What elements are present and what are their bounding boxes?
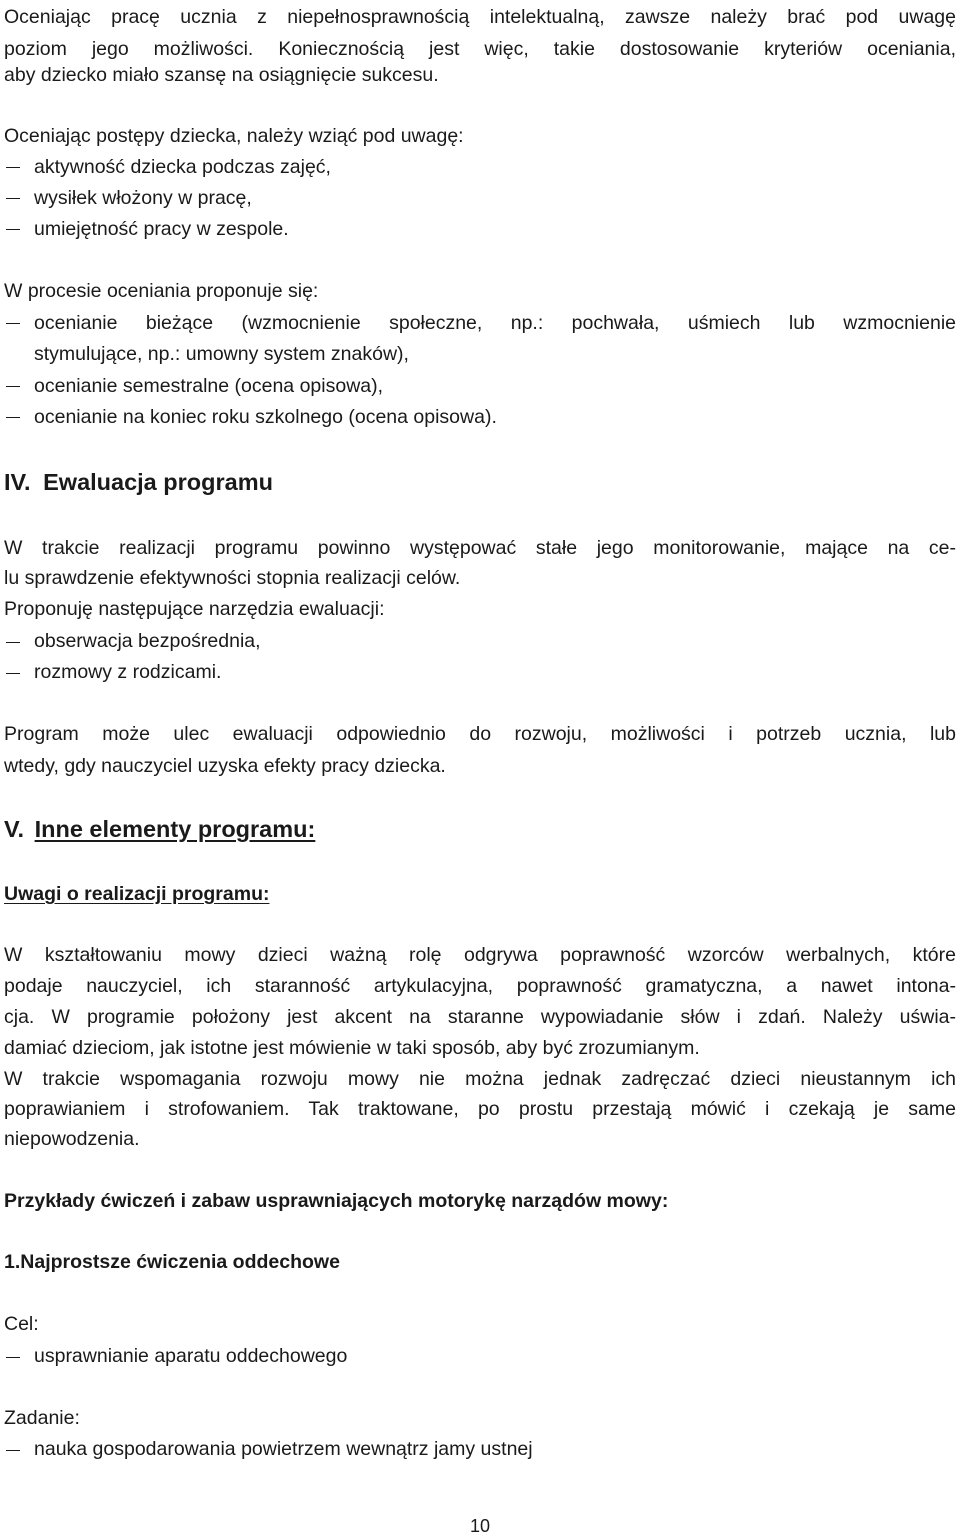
grading-item-3: ocenianie na koniec roku szkolnego (ocena opisowa). xyxy=(34,406,497,428)
dash-bullet xyxy=(6,198,20,199)
evaluation-tools-lead: Proponuję następujące narzędzia ewaluacji: xyxy=(4,598,385,620)
grading-item-1-line-1: ocenianie bieżące (wzmocnienie społeczne, np.: pochwała, uśmiech lub wzmocnienie xyxy=(34,312,956,334)
remarks-heading: Uwagi o realizacji programu: xyxy=(4,883,270,905)
progress-item: wysiłek włożony w pracę, xyxy=(34,187,252,209)
grading-lead: W procesie oceniania proponuje się: xyxy=(4,280,319,302)
evaluation-tool: obserwacja bezpośrednia, xyxy=(34,630,261,652)
dash-bullet xyxy=(6,386,20,387)
section-5-title: Inne elementy programu: xyxy=(34,816,316,842)
progress-lead: Oceniając postępy dziecka, należy wziąć pod uwagę: xyxy=(4,125,464,147)
remarks-p2-line-3: niepowodzenia. xyxy=(4,1128,140,1150)
section-4-number: IV. xyxy=(4,469,31,495)
section-4-p1-line-1: W trakcie realizacji programu powinno występować stałe jego monitorowanie, mające na ce- xyxy=(4,537,956,559)
intro-line-1: Oceniając pracę ucznia z niepełnosprawnością intelektualną, zawsze należy brać pod uwagę xyxy=(4,6,956,28)
remarks-p1-line-1: W kształtowaniu mowy dzieci ważną rolę odgrywa poprawność wzorców werbalnych, które xyxy=(4,944,956,966)
remarks-p2-line-2: poprawianiem i strofowaniem. Tak traktowane, po prostu przestają mówić i czekają je same xyxy=(4,1098,956,1120)
task-label: Zadanie: xyxy=(4,1407,80,1429)
grading-item-1-line-2: stymulujące, np.: umowny system znaków), xyxy=(34,343,409,365)
dash-bullet xyxy=(6,229,20,230)
section-5-heading xyxy=(4,813,315,845)
section-5-number: V. xyxy=(4,816,25,842)
exercise-1-title: 1.Najprostsze ćwiczenia oddechowe xyxy=(4,1251,340,1273)
dash-bullet xyxy=(6,323,20,324)
goal-item: usprawnianie aparatu oddechowego xyxy=(34,1345,348,1367)
dash-bullet xyxy=(6,1357,20,1358)
dash-bullet xyxy=(6,673,20,674)
section-4-p2-line-2: wtedy, gdy nauczyciel uzyska efekty pracy dziecka. xyxy=(4,755,446,777)
intro-line-2: poziom jego możliwości. Koniecznością jest więc, takie dostosowanie kryteriów oceniania, xyxy=(4,38,956,60)
remarks-p2-line-1: W trakcie wspomagania rozwoju mowy nie można jednak zadręczać dzieci nieustannym ich xyxy=(4,1068,956,1090)
grading-item-2: ocenianie semestralne (ocena opisowa), xyxy=(34,375,384,397)
intro-line-3: aby dziecko miało szansę na osiągnięcie sukcesu. xyxy=(4,64,439,86)
section-4-title: Ewaluacja programu xyxy=(43,469,273,495)
dash-bullet xyxy=(6,167,20,168)
dash-bullet xyxy=(6,1450,20,1451)
remarks-p1-line-2: podaje nauczyciel, ich staranność artykulacyjna, poprawność gramatyczna, a nawet intona- xyxy=(4,975,956,997)
remarks-p1-line-4: damiać dzieciom, jak istotne jest mówienie w taki sposób, aby być zrozumianym. xyxy=(4,1037,700,1059)
section-4-p1-line-2: lu sprawdzenie efektywności stopnia realizacji celów. xyxy=(4,567,461,589)
section-4-p2-line-1: Program może ulec ewaluacji odpowiednio do rozwoju, możliwości i potrzeb ucznia, lub xyxy=(4,723,956,745)
remarks-p1-line-3: cja. W programie położony jest akcent na staranne wypowiadanie słów i zdań. Należy uświa- xyxy=(4,1006,956,1028)
examples-heading: Przykłady ćwiczeń i zabaw usprawniających motorykę narządów mowy: xyxy=(4,1190,669,1212)
progress-item: umiejętność pracy w zespole. xyxy=(34,218,289,240)
dash-bullet xyxy=(6,417,20,418)
evaluation-tool: rozmowy z rodzicami. xyxy=(34,661,222,683)
page-number: 10 xyxy=(469,1516,491,1536)
task-item: nauka gospodarowania powietrzem wewnątrz jamy ustnej xyxy=(34,1438,533,1460)
dash-bullet xyxy=(6,642,20,643)
goal-label: Cel: xyxy=(4,1313,39,1335)
section-4-heading xyxy=(4,466,273,498)
progress-item: aktywność dziecka podczas zajęć, xyxy=(34,156,331,178)
